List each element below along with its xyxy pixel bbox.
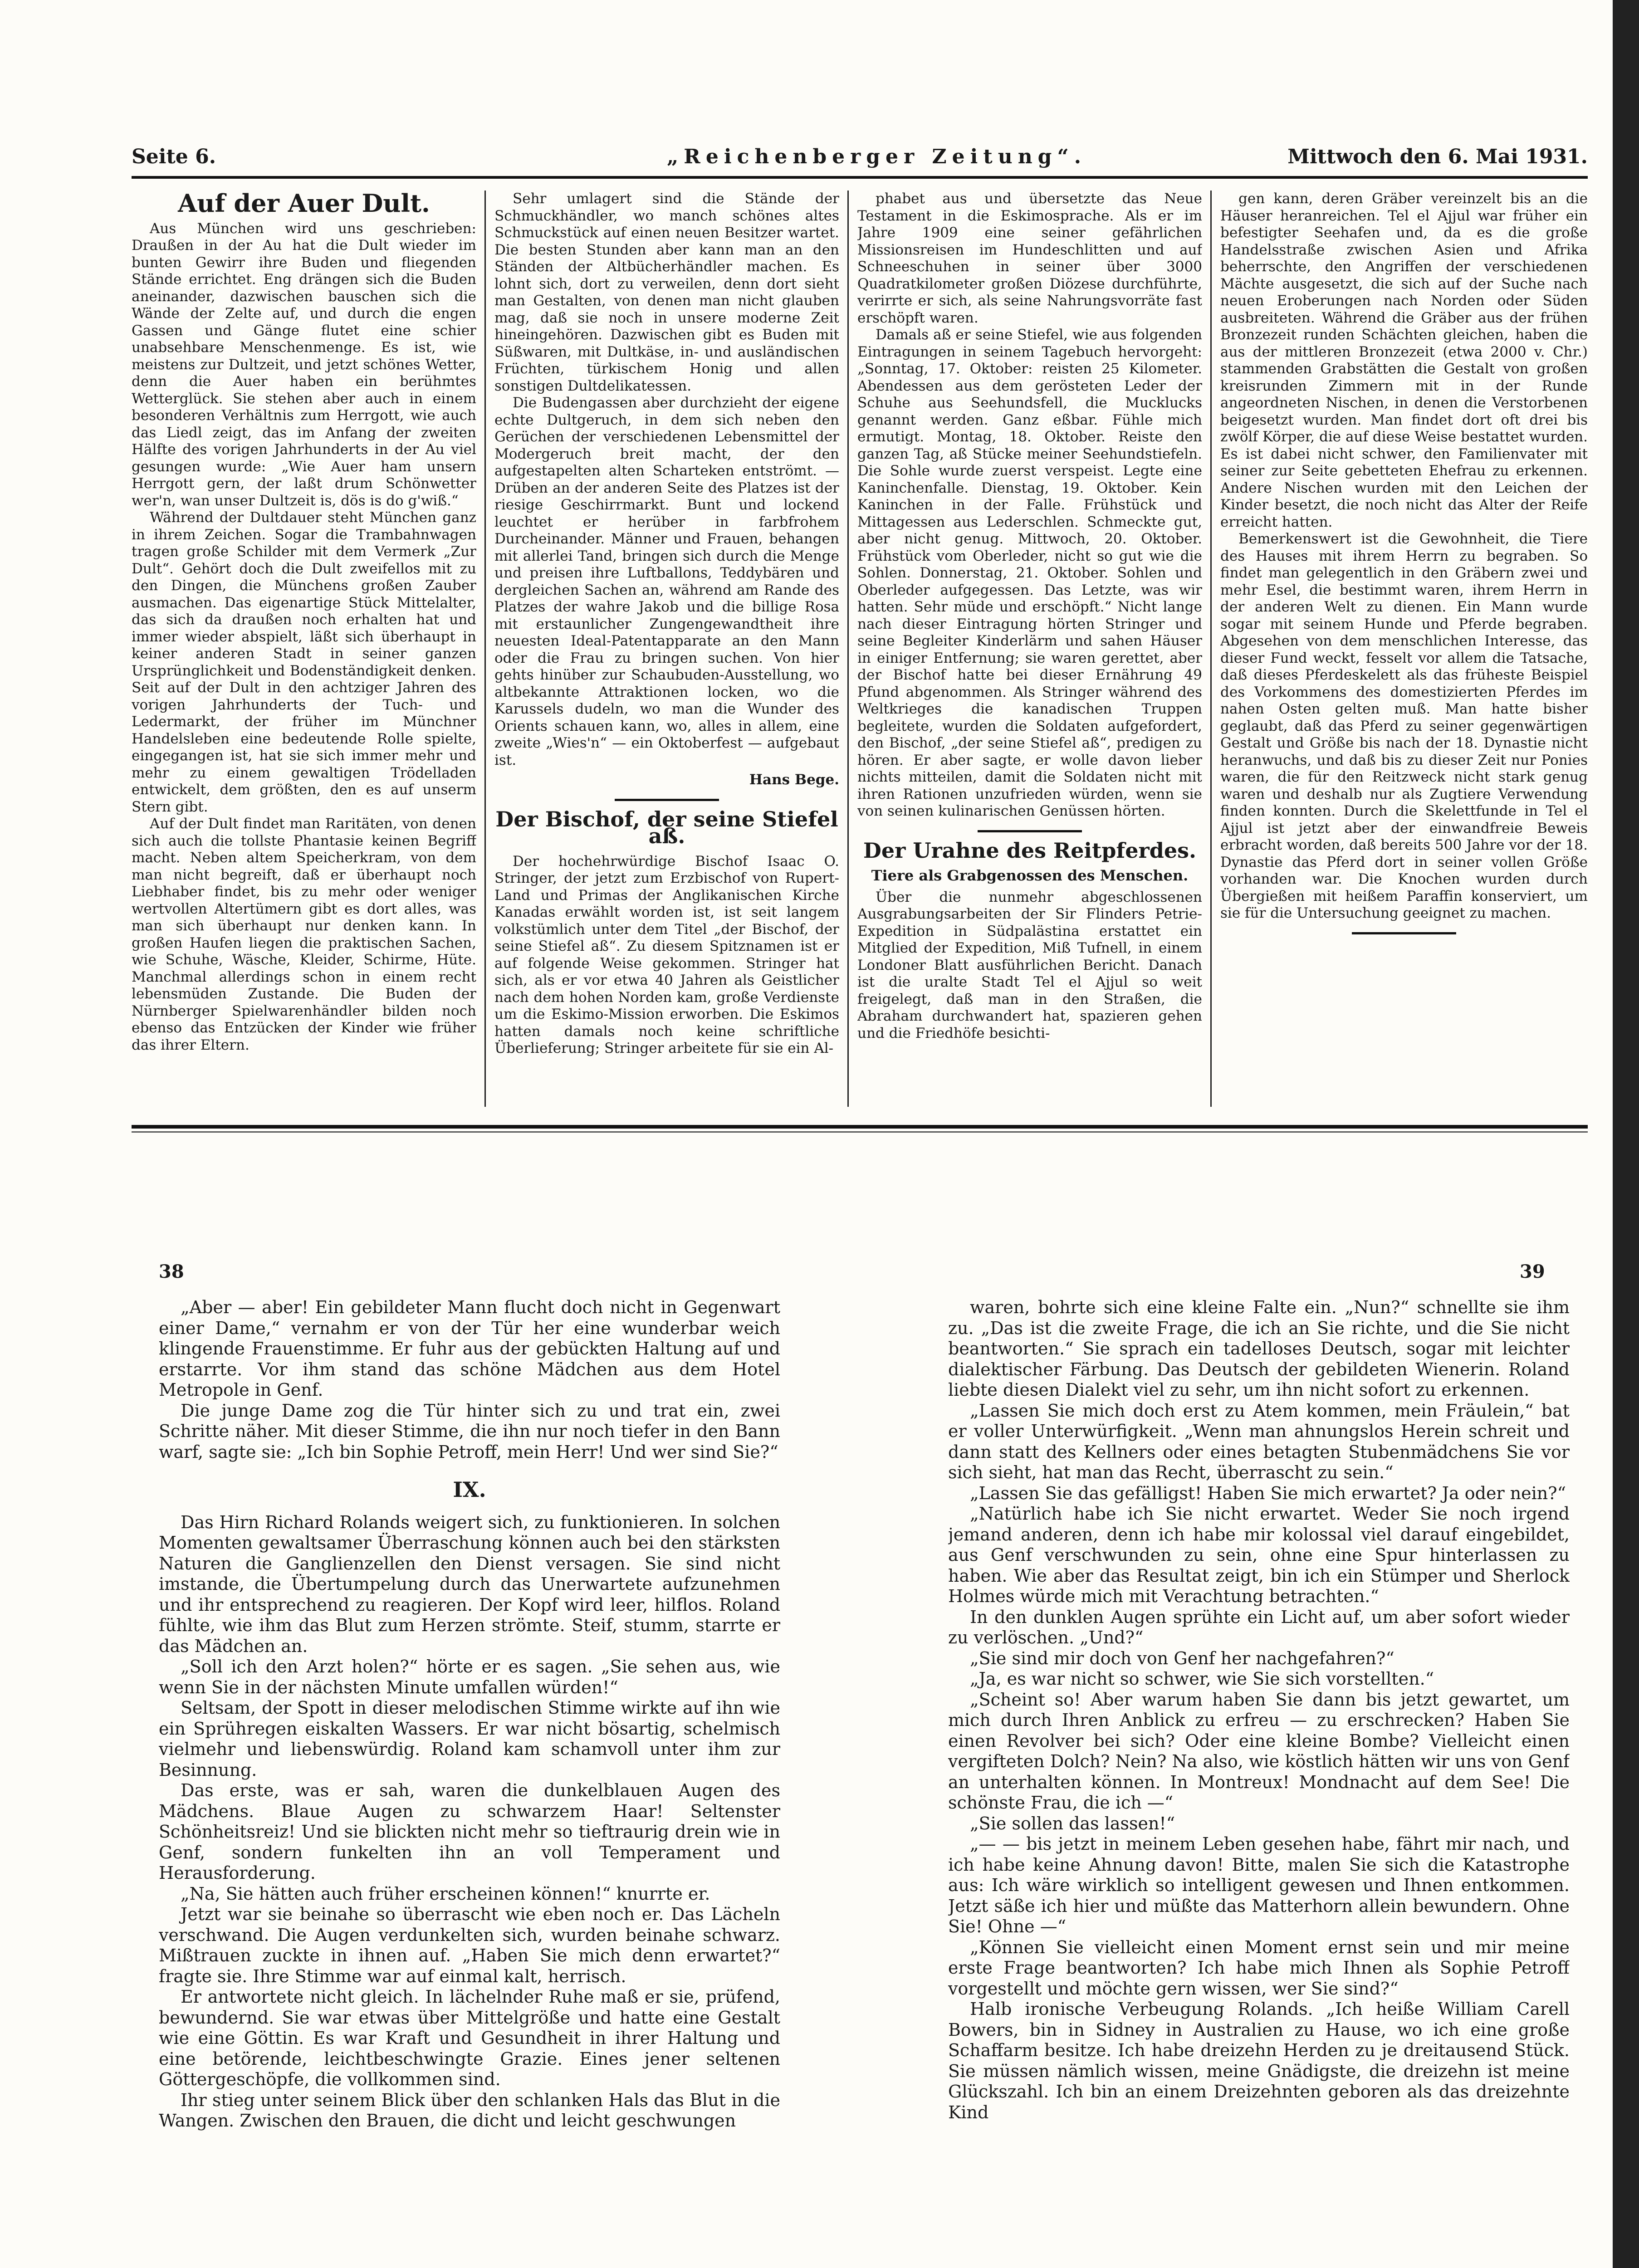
paragraph: Seltsam, der Spott in dieser melodischen Stimme wirkte auf ihn wie ein Sprühregen eiskalten Wassers. Er war nicht bösartig, schelmisch vielmehr und liebenswürdig. Roland kam schamvoll unter ihm zur Besinnung. bbox=[159, 1698, 780, 1780]
paragraph: Auf der Dult findet man Raritäten, von denen sich auch die tollste Phantasie keinen Begriff macht. Neben altem Speicherkram, von dem man nicht begreift, daß er überhaupt noch Liebhaber findet, bis zu mehr oder weniger wertvollen Altertümern gibt es dort alles, was man sich überhaupt nur denken kann. In großen Haufen liegen die praktischen Sachen, wie Schuhe, Wäsche, Kleider, Schirme, Hüte. Manchmal allerdings schon in einem recht lebensmüden Zustande. Die Buden der Nürnberger Spielwarenhändler bilden noch ebenso das Entzücken der Kinder wie früher das ihrer Eltern. bbox=[132, 816, 476, 1053]
column-3 bbox=[857, 191, 1202, 1111]
paragraph: „Aber — aber! Ein gebildeter Mann flucht doch nicht in Gegenwart einer Dame,“ vernahm er von der Tür her eine wunderbar weich klingende Frauenstimme. Er fuhr aus der gebückten Haltung auf und erstarrte. Vor ihm stand das schöne Mädchen aus dem Hotel Metropole in Genf. bbox=[159, 1297, 780, 1400]
novel-right-column bbox=[948, 1297, 1570, 2168]
paragraph: Er antwortete nicht gleich. In lächelnder Ruhe maß er sie, prüfend, bewundernd. Sie war etwas über Mittelgröße und hatte eine Gestalt wie eine Göttin. Es war Kraft und Gesundheit in ihrer Haltung und eine betörende, leichtbeschwingte Grazie. Eines jener seltenen Göttergeschöpfe, die vollkommen sind. bbox=[159, 1987, 780, 2089]
paragraph: Während der Dultdauer steht München ganz in ihrem Zeichen. Sogar die Trambahnwagen tragen große Schilder mit dem Vermerk „Zur Dult“. Gehört doch die Dult zweifellos mit zu den Dingen, die Münchens großen Zauber ausmachen. Das eigenartige Stück Mittelalter, das sich da draußen noch erhalten hat und immer wieder abspielt, läßt sich überhaupt in keiner anderen Stadt in seiner ganzen Ursprünglichkeit und Bodenständigkeit denken. Seit auf der Dult in den achtziger Jahren des vorigen Jahrhunderts der Tuch- und Ledermarkt, der früher im Münchner Handelsleben eine bedeutende Rolle spielte, eingegangen ist, hat sie sich immer mehr und mehr zu einem gewaltigen Trödelladen entwickelt, dem größten, den es auf unserm Stern gibt. bbox=[132, 509, 476, 815]
bottom-rule-thin bbox=[132, 1131, 1588, 1133]
paragraph: Das Hirn Richard Rolands weigert sich, zu funktionieren. In solchen Momenten gewaltsamer Überraschung können auch bei den stärksten Naturen die Ganglienzellen den Dienst versagen. Sie sind nicht imstande, die Übertumpelung durch das Unerwartete aufzunehmen und ihr entsprechend zu reagieren. Der Kopf wird leer, hilflos. Roland fühlte, wie ihm das Blut zum Herzen strömte. Steif, stumm, starrte er das Mädchen an. bbox=[159, 1512, 780, 1656]
column-2 bbox=[494, 191, 839, 1111]
paragraph: Das erste, was er sah, waren die dunkelblauen Augen des Mädchens. Blaue Augen zu schwarzem Haar! Seltenster Schönheitsreiz! Und sie blickten nicht mehr so tieftraurig drein wie in Genf, sondern funkelten ihn an voll Temperament und Herausforderung. bbox=[159, 1780, 780, 1883]
paragraph: Ihr stieg unter seinem Blick über den schlanken Hals das Blut in die Wangen. Zwischen den Brauen, die dicht und leicht geschwungen bbox=[159, 2090, 780, 2131]
paragraph: Sehr umlagert sind die Stände der Schmuckhändler, wo manch schönes altes Schmuckstück auf einen neuen Besitzer wartet. Die besten Stunden aber kann man an den Ständen der Altbücherhändler machen. Es lohnt sich, dort zu verweilen, denn dort sieht man Gestalten, von denen man nicht glauben mag, daß sie noch in unsere moderne Zeit hineingehören. Dazwischen gibt es Buden mit Süßwaren, mit Dultkäse, in- und ausländischen Früchten, türkischem Honig und allen sonstigen Dultdelikatessen. bbox=[494, 191, 839, 394]
header-rule bbox=[132, 176, 1588, 179]
paragraph: Die junge Dame zog die Tür hinter sich zu und trat ein, zwei Schritte näher. Mit dieser Stimme, die ihn nur noch tiefer in den Bann warf, sagte sie: „Ich bin Sophie Petroff, mein Herr! Und wer sind Sie?“ bbox=[159, 1400, 780, 1462]
article-title-horse: Der Urahne des Reitpferdes. bbox=[863, 838, 1197, 863]
paragraph: „Natürlich habe ich Sie nicht erwartet. Weder Sie noch irgend jemand anderen, denn ich habe mir kolossal viel darauf eingebildet, aus Genf verschwunden zu sein, ohne eine Spur hinterlassen zu haben. Wie aber das Resultat zeigt, bin ich ein Stümper und Sherlock Holmes würde mich mit Verachtung betrachten.“ bbox=[948, 1504, 1570, 1606]
novel-left-column bbox=[159, 1297, 780, 2168]
paragraph: Halb ironische Verbeugung Rolands. „Ich heiße William Carell Bowers, bin in Sidney in Australien zu Hause, wo ich eine große Schaffarm besitze. Ich habe dreizehn Herden zu je dreitausend Stück. Sie müssen nämlich wissen, meine Gnädigste, die dreizehn ist meine Glückszahl. Ich bin an einem Dreizehnten geboren als das dreizehnte Kind bbox=[948, 1999, 1570, 2122]
paragraph: Der hochehrwürdige Bischof Isaac O. Stringer, der jetzt zum Erzbischof von Rupert-Land und Primas der Anglikanischen Kirche Kanadas erwählt worden ist, ist seit langem volkstümlich unter dem Titel „der Bischof, der seine Stiefel aß“. Zu diesem Spitznamen ist er auf folgende Weise gekommen. Stringer hat sich, als er vor etwa 40 Jahren als Geistlicher nach dem hohen Norden kam, große Verdienste um die Eskimo-Mission erworben. Die Eskimos hatten damals noch keine schriftliche Überlieferung; Stringer arbeitete für sie ein Al- bbox=[494, 853, 839, 1056]
paragraph: Jetzt war sie beinahe so überrascht wie eben noch er. Das Lächeln verschwand. Die Augen verdunkelten sich, wurden beinahe schwarz. Mißtrauen zuckte in ihnen auf. „Haben Sie mich denn erwartet?“ fragte sie. Ihre Stimme war auf einmal kalt, herrisch. bbox=[159, 1904, 780, 1986]
page-label: Seite 6. bbox=[132, 145, 216, 168]
paragraph: „Soll ich den Arzt holen?“ hörte er es sagen. „Sie sehen aus, wie wenn Sie in der nächsten Minute umfallen würden!“ bbox=[159, 1657, 780, 1697]
paragraph: „Sie sollen das lassen!“ bbox=[970, 1813, 1175, 1833]
article-subtitle-horse: Tiere als Grabgenossen des Menschen. bbox=[871, 867, 1189, 884]
issue-date: Mittwoch den 6. Mai 1931. bbox=[1287, 145, 1588, 168]
paragraph: „Na, Sie hätten auch früher erscheinen können!“ knurrte er. bbox=[181, 1883, 710, 1904]
section-rule bbox=[978, 830, 1082, 832]
column-divider bbox=[484, 191, 486, 1107]
newspaper-header bbox=[132, 141, 1588, 172]
page-number-left: 38 bbox=[159, 1261, 184, 1282]
paragraph: waren, bohrte sich eine kleine Falte ein. „Nun?“ schnellte sie ihm zu. „Das ist die zweite Frage, die ich an Sie richte, und die Sie nicht beantworten.“ Sie sprach ein tadelloses Deutsch, sogar mit leichter dialektischer Färbung. Das Deutsch der gebildeten Wienerin. Roland liebte diesen Dialekt viel zu sehr, um ihn nicht sofort zu erkennen. bbox=[948, 1297, 1570, 1400]
paragraph: „— — bis jetzt in meinem Leben gesehen habe, fährt mir nach, und ich habe keine Ahnung davon! Bitte, malen Sie sich die Katastrophe aus: Ich wäre wirklich so intelligent gewesen und Ihnen entkommen. Jetzt säße ich hier und müßte das Matterhorn allein bewundern. Ohne Sie! Ohne —“ bbox=[948, 1834, 1570, 1936]
column-divider bbox=[847, 191, 849, 1107]
newspaper-title: „Reichenberger Zeitung“. bbox=[667, 145, 1087, 168]
article-title-bishop: Der Bischof, der seine Stiefel aß. bbox=[495, 807, 838, 848]
paragraph: „Lassen Sie mich doch erst zu Atem kommen, mein Fräulein,“ bat er voller Unterwürfigkeit. „Wenn man ahnungslos Herein schreit und dann statt des Kellners oder eines betagten Stubenmädchens Sie vor sich sieht, hat man das Recht, überrascht zu sein.“ bbox=[948, 1400, 1570, 1482]
paragraph: Damals aß er seine Stiefel, wie aus folgenden Eintragungen in seinem Tagebuch hervorgeht: „Sonntag, 17. Oktober: reisten 25 Kilometer. Abendessen aus dem gerösteten Leder der Schuhe aus Seehundsfell, die Mucklucks genannt werden. Ganz eßbar. Fühle mich ermutigt. Montag, 18. Oktober. Reiste den ganzen Tag, aß Stücke meiner Seehundstiefeln. Die Sohle wurde zuerst verspeist. Legte eine Kaninchenfalle. Dienstag, 19. Oktober. Kein Kaninchen in der Falle. Frühstück und Mittagessen aus Lederschlen. Schmeckte gut, aber nicht genug. Mittwoch, 20. Oktober. Frühstück vom Oberleder, nicht so gut wie die Sohlen. Donnerstag, 21. Oktober. Sohlen und Oberleder aufgegessen. Das Letzte, was wir hatten. Sehr müde und erschöpft.“ Nicht lange nach dieser Eintragung hörten Stringer und seine Begleiter Kinderlärm und sahen Häuser in einiger Entfernung; sie waren gerettet, aber der Bischof hatte bei dieser Ernährung 49 Pfund abgenommen. Als Stringer während des Weltkrieges die kanadischen Truppen begleitete, wurden die Soldaten aufgefordert, den Bischof, „der seine Stiefel aß“, predigen zu hören. Er aber sagte, er wolle davon lieber nichts mitteilen, damit die Soldaten nicht mit ihren Rationen unzufrieden würden, wenn sie von seinen kulinarischen Genüssen hörten. bbox=[857, 327, 1202, 819]
section-rule bbox=[1352, 932, 1456, 934]
bottom-rule bbox=[132, 1125, 1588, 1129]
chapter-heading: IX. bbox=[453, 1477, 486, 1502]
column-4 bbox=[1220, 191, 1588, 1111]
page-edge-shadow bbox=[1613, 0, 1639, 2268]
paragraph: „Scheint so! Aber warum haben Sie dann bis jetzt gewartet, um mich durch Ihren Anblick zu erfreu — zu erschrecken? Haben Sie einen Revolver bei sich? Oder eine kleine Bombe? Vielleicht einen vergifteten Dolch? Nein? Na also, wie köstlich hätten wir uns von Genf an unterhalten können. In Montreux! Mondnacht auf dem See! Die schönste Frau, die ich —“ bbox=[948, 1689, 1570, 1813]
paragraph: „Sie sind mir doch von Genf her nachgefahren?“ bbox=[970, 1648, 1394, 1668]
column-divider bbox=[1210, 191, 1212, 1107]
paragraph: „Lassen Sie das gefälligst! Haben Sie mich erwartet? Ja oder nein?“ bbox=[970, 1483, 1566, 1503]
paragraph: Über die nunmehr abgeschlossenen Ausgrabungsarbeiten der Sir Flinders Petrie-Expedition in Südpalästina erstattet ein Mitglied der Expedition, Miß Tufnell, in einem Londoner Blatt ausführlichen Bericht. Danach ist die uralte Stadt Tel el Ajjul so weit freigelegt, daß man in den Straßen, die Abraham durchwandert hat, spazieren gehen und die Friedhöfe besichti- bbox=[857, 889, 1202, 1041]
paragraph: „Können Sie vielleicht einen Moment ernst sein und mir meine erste Frage beantworten? Ich habe mich Ihnen als Sophie Petroff vorgestellt und möchte gern wissen, wer Sie sind?“ bbox=[948, 1937, 1570, 1999]
paragraph: Die Budengassen aber durchzieht der eigene echte Dultgeruch, in dem sich neben den Gerüchen der verschiedenen Lebensmittel der Modergeruch breit macht, der den aufgestapelten alten Scharteken entströmt. — Drüben an der anderen Seite des Platzes ist der riesige Geschirrmarkt. Bunt und lockend leuchtet er herüber in farbfrohem Durcheinander. Männer und Frauen, behangen mit allerlei Tand, bringen sich durch die Menge und preisen ihre Luftballons, Teddybären und dergleichen Sachen an, während am Rande des Platzes der wahre Jakob und die billige Rosa mit erstaunlicher Zungengewandtheit ihre neuesten Ideal-Patentapparate an den Mann oder die Frau zu bringen suchen. Von hier gehts hinüber zur Schaubuden-Ausstellung, wo altbekannte Attraktionen locken, wo die Karussels dudeln, wo man die Wunder des Orients schauen kann, wo, alles in allem, eine zweite „Wies'n“ — ein Oktoberfest — aufgebaut ist. bbox=[494, 395, 839, 768]
article-title-dult: Auf der Auer Dult. bbox=[178, 191, 430, 218]
paragraph: phabet aus und übersetzte das Neue Testament in die Eskimosprache. Als er im Jahre 1909 eine seiner gefährlichen Missionsreisen im Hundeschlitten und auf Schneeschuhen in seiner über 3000 Quadratkilometer großen Diözese durchführte, verirrte er sich, als seine Nahrungsvorräte fast erschöpft waren. bbox=[857, 191, 1202, 326]
paragraph: In den dunklen Augen sprühte ein Licht auf, um aber sofort wieder zu verlöschen. „Und?“ bbox=[948, 1607, 1570, 1647]
paragraph: Aus München wird uns geschrieben: Draußen in der Au hat die Dult wieder im bunten Gewirr ihre Buden und fliegenden Stände errichtet. Eng drängen sich die Buden aneinander, dazwischen bauschen sich die Wände der Zelte auf, und durch die engen Gassen und Gänge flutet eine schier unabsehbare Menschenmenge. Es ist, wie meistens zur Dultzeit, und jetzt schönes Wetter, denn die Auer haben ein berühmtes Wetterglück. Sie stehen aber auch in einem besonderen Verhältnis zum Herrgott, wie auch das Liedl zeigt, das im Anfang der zweiten Hälfte des vorigen Jahrhunderts in der Au viel gesungen wurde: „Wie Auer ham unsern Herrgott gern, der laßt drum Schönwetter wer'n, wan unser Dultzeit is, dös is do g'wiß.“ bbox=[132, 220, 476, 509]
paragraph: Bemerkenswert ist die Gewohnheit, die Tiere des Hauses mit ihrem Herrn zu begraben. So findet man gelegentlich in den Gräbern zwei und mehr Esel, die bestimmt waren, ihrem Herrn in der anderen Welt zu dienen. Ein Mann wurde sogar mit seinem Hunde und Pferde begraben. Abgesehen von dem menschlichen Interesse, das dieser Fund weckt, fesselt vor allem die Tatsache, daß dieses Pferdeskelett als das früheste Beispiel des Vorkommens des domestizierten Pferdes im nahen Osten gelten muß. Man hatte bisher geglaubt, daß das Pferd zu seiner gegenwärtigen Gestalt und Größe bis nach der 18. Dynastie nicht heranwuchs, und daß bis zu dieser Zeit nur Ponies waren, die für den Reitzweck nicht stark genug waren und deshalb nur als Zugtiere Verwendung finden konnten. Durch die Skelettfunde in Tel el Ajjul ist jetzt aber der einwandfreie Beweis erbracht worden, daß bereits 500 Jahre vor der 18. Dynastie das Pferd dort in seiner vollen Größe vorhanden war. Die Knochen wurden durch Übergießen mit heißem Paraffin konserviert, um sie für die Untersuchung geeignet zu machen. bbox=[1220, 531, 1588, 921]
paragraph: gen kann, deren Gräber vereinzelt bis an die Häuser heranreichen. Tel el Ajjul war früher ein befestigter Seehafen und, da es die große Handelsstraße zwischen Asien und Afrika beherrschte, den Angriffen der verschiedenen Mächte ausgesetzt, die sich auf der Suche nach neuen Eroberungen nach Norden oder Süden ausbreiteten. Während die Gräber aus der frühen Bronzezeit runden Schächten gleichen, haben die aus der mittleren Bronzezeit (etwa 2000 v. Chr.) stammenden Grabstätten die Gestalt von großen kreisrunden Zimmern mit in der Runde angeordneten Nischen, in denen die Verstorbenen beigesetzt wurden. Man findet dort oft drei bis zwölf Körper, die auf diese Weise bestattet wurden. Es ist dabei nicht schwer, den Familienvater mit seiner zur Seite gebetteten Ehefrau zu erkennen. Andere Nischen wurden mit den Leichen der Kinder besetzt, die noch nicht das Alter der Reife erreicht hatten. bbox=[1220, 191, 1588, 530]
author-signature: Hans Bege. bbox=[749, 772, 839, 788]
paragraph: „Ja, es war nicht so schwer, wie Sie sich vorstellten.“ bbox=[970, 1669, 1434, 1689]
column-1 bbox=[132, 191, 476, 1111]
page-number-right: 39 bbox=[1520, 1261, 1545, 1282]
section-rule bbox=[615, 799, 719, 801]
